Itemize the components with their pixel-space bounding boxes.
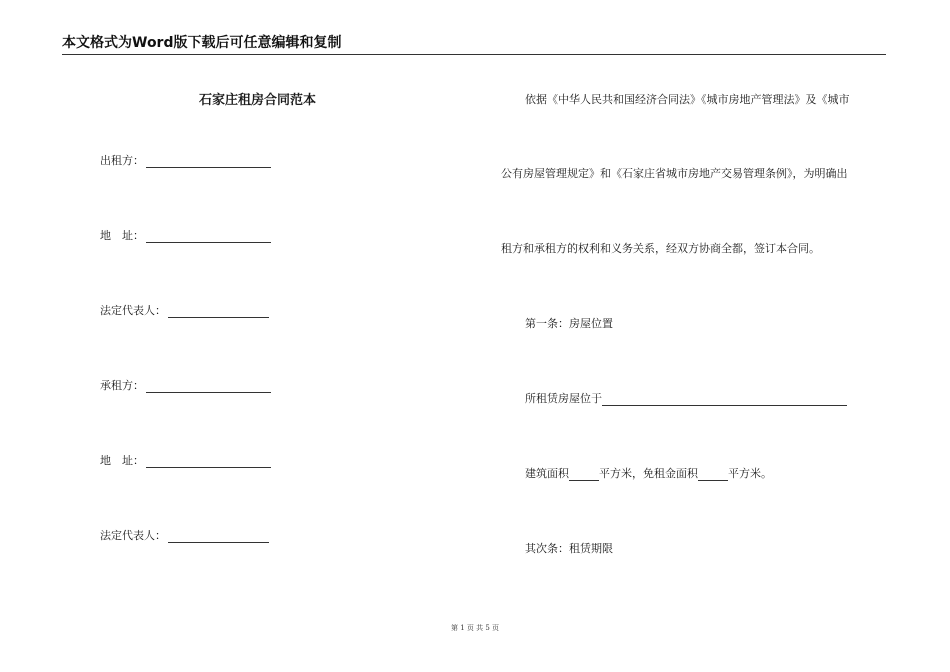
lessor-representative-blank[interactable] — [168, 306, 269, 318]
lessee-representative-field — [100, 529, 269, 543]
area-line — [525, 467, 772, 481]
lessor-address-blank[interactable] — [146, 231, 271, 243]
intro-line-1: 依据《中华人民共和国经济合同法》《城市房地产管理法》及《城市 — [525, 93, 850, 106]
header-notice: 本文格式为Word版下载后可任意编辑和复制 — [62, 35, 342, 51]
lessor-representative-label: 法定代表人： — [100, 304, 166, 317]
article-2-heading: 其次条：租赁期限 — [525, 542, 613, 555]
property-location-blank[interactable] — [602, 394, 847, 406]
lessee-representative-blank[interactable] — [168, 531, 269, 543]
lessor-representative-field — [100, 304, 269, 318]
intro-line-2: 公有房屋管理规定》和《石家庄省城市房地产交易管理条例》，为明确出 — [501, 167, 848, 180]
lessor-field — [100, 154, 271, 168]
lessor-address-field — [100, 229, 271, 243]
building-area-label: 建筑面积 — [525, 467, 569, 480]
lessee-address-label: 地 址： — [100, 454, 144, 467]
building-area-blank[interactable] — [569, 469, 599, 481]
area-unit-label: 平方米。 — [728, 467, 772, 480]
lessee-address-blank[interactable] — [146, 456, 271, 468]
lessee-label: 承租方： — [100, 379, 144, 392]
document-title: 石家庄租房合同范本 — [199, 93, 317, 108]
property-location-line — [525, 392, 847, 406]
intro-line-3: 租方和承租方的权利和义务关系，经双方协商全都，签订本合同。 — [501, 242, 820, 255]
lessee-blank[interactable] — [146, 381, 271, 393]
page-footer: 第 1 页 共 5 页 — [450, 624, 500, 632]
lessor-blank[interactable] — [146, 156, 271, 168]
lessor-address-label: 地 址： — [100, 229, 144, 242]
property-location-label: 所租赁房屋位于 — [525, 392, 602, 405]
lessee-representative-label: 法定代表人： — [100, 529, 166, 542]
document-header — [62, 34, 886, 55]
article-1-heading: 第一条：房屋位置 — [525, 317, 613, 330]
lessee-field — [100, 379, 271, 393]
lessee-address-field — [100, 454, 271, 468]
lessor-label: 出租方： — [100, 154, 144, 167]
rent-free-area-blank[interactable] — [698, 469, 728, 481]
rent-free-area-label: 平方米，免租金面积 — [599, 467, 698, 480]
